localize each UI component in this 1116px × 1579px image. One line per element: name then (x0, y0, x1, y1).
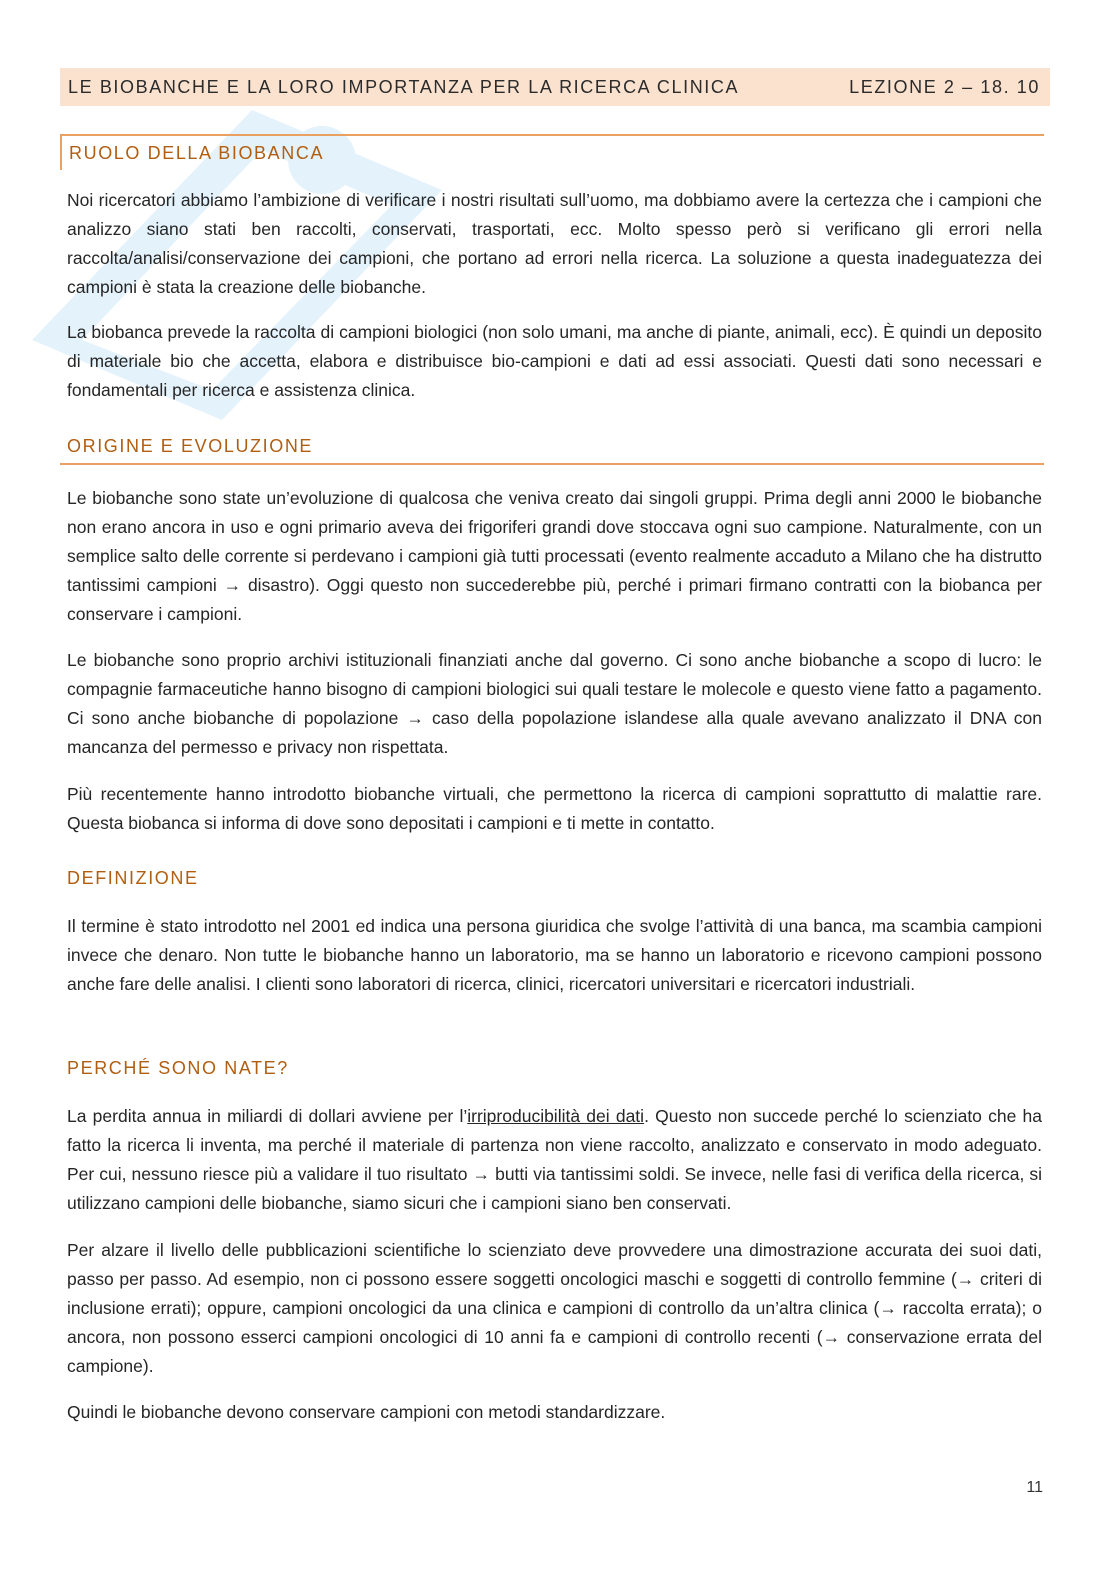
paragraph (67, 1102, 1042, 1218)
section-ruolo (60, 134, 1044, 170)
section-definizione (60, 862, 1044, 895)
page-header (60, 68, 1050, 106)
section-heading: PERCHÉ SONO NATE? (67, 1058, 289, 1078)
paragraph: Noi ricercatori abbiamo l’ambizione di verificare i nostri risultati sull’uomo, ma dobbiamo avere la certezza che i campioni che analizzo siano stati ben raccolti, conservati, trasportati, ecc. Molto spesso però si verificano gli errori nella raccolta/analisi/conservazione dei campioni, che portano ad errori nella ricerca. La soluzione a questa inadeguatezza dei campioni è stata la creazione delle biobanche. (67, 190, 1042, 297)
paragraph: Quindi le biobanche devono conservare campioni con metodi standardizzare. (67, 1402, 666, 1422)
section-heading: ORIGINE E EVOLUZIONE (60, 430, 1044, 465)
page-number: 11 (1026, 1479, 1043, 1496)
paragraph: Per alzare il livello delle pubblicazioni scientifiche lo scienziato deve provvedere una dimostrazione accurata dei suoi dati, passo per passo. Ad esempio, non ci possono essere soggetti oncologici maschi e soggetti di controllo femmine (→ criteri di inclusione errati); oppure, campioni oncologici da una clinica e campioni di controllo da un’altra clinica (→ raccolta errata); o ancora, non possono esserci campioni oncologici di 10 anni fa e campioni di controllo recenti (→ conservazione errata del campione). (67, 1240, 1042, 1376)
section-perche (60, 1052, 1044, 1085)
section-heading: DEFINIZIONE (67, 868, 199, 888)
paragraph: Le biobanche sono state un’evoluzione di qualcosa che veniva creato dai singoli gruppi. Prima degli anni 2000 le biobanche non erano ancora in uso e ogni primario aveva dei frigoriferi grandi dove stoccava ogni suo campione. Naturalmente, con un semplice salto delle corrente si perdevano i campioni già tutti processati (evento realmente accaduto a Milano che ha distrutto tantissimi campioni → disastro). Oggi questo non succederebbe più, perché i primari firmano contratti con la biobanca per conservare i campioni. (67, 488, 1042, 624)
underlined-term: irriproducibilità dei dati (467, 1106, 645, 1126)
section-heading: RUOLO DELLA BIOBANCA (60, 134, 1044, 170)
header-lesson: LEZIONE 2 – 18. 10 (849, 76, 1040, 97)
paragraph-text: . Questo non succede perché lo scienziato che ha fatto la ricerca li inventa, ma perché il materiale di partenza non viene raccolto, analizzato e conservato in modo adeguato. Per cui, nessuno riesce più a validare il tuo risultato → butti via tantissimi soldi. Se invece, nelle fasi di verifica della ricerca, si utilizzano campioni delle biobanche, siamo sicuri che i campioni siano ben conservati. (67, 1106, 1043, 1213)
paragraph: Il termine è stato introdotto nel 2001 ed indica una persona giuridica che svolge l’attività di una banca, ma scambia campioni invece che denaro. Non tutte le biobanche hanno un laboratorio, ma se hanno un laboratorio e ricevono campioni possono anche fare delle analisi. I clienti sono laboratori di ricerca, clinici, ricercatori universitari e ricercatori industriali. (67, 916, 1042, 994)
paragraph: Più recentemente hanno introdotto biobanche virtuali, che permettono la ricerca di campioni soprattutto di malattie rare. Questa biobanca si informa di dove sono depositati i campioni e ti mette in contatto. (67, 784, 1042, 833)
header-title: LE BIOBANCHE E LA LORO IMPORTANZA PER LA RICERCA CLINICA (68, 76, 740, 97)
paragraph: Le biobanche sono proprio archivi istituzionali finanziati anche dal governo. Ci sono anche biobanche a scopo di lucro: le compagnie farmaceutiche hanno bisogno di campioni biologici sui quali testare le molecole e questo viene fatto a pagamento. Ci sono anche biobanche di popolazione → caso della popolazione islandese alla quale avevano analizzato il DNA con mancanza del permesso e privacy non rispettata. (67, 650, 1042, 757)
section-origine (60, 430, 1044, 465)
paragraph: La biobanca prevede la raccolta di campioni biologici (non solo umani, ma anche di piante, animali, ecc). È quindi un deposito di materiale bio che accetta, elabora e distribuisce bio-campioni e dati ad essi associati. Questi dati sono necessari e fondamentali per ricerca e assistenza clinica. (67, 322, 1042, 400)
paragraph-text: La perdita annua in miliardi di dollari avviene per l’ (67, 1106, 468, 1126)
